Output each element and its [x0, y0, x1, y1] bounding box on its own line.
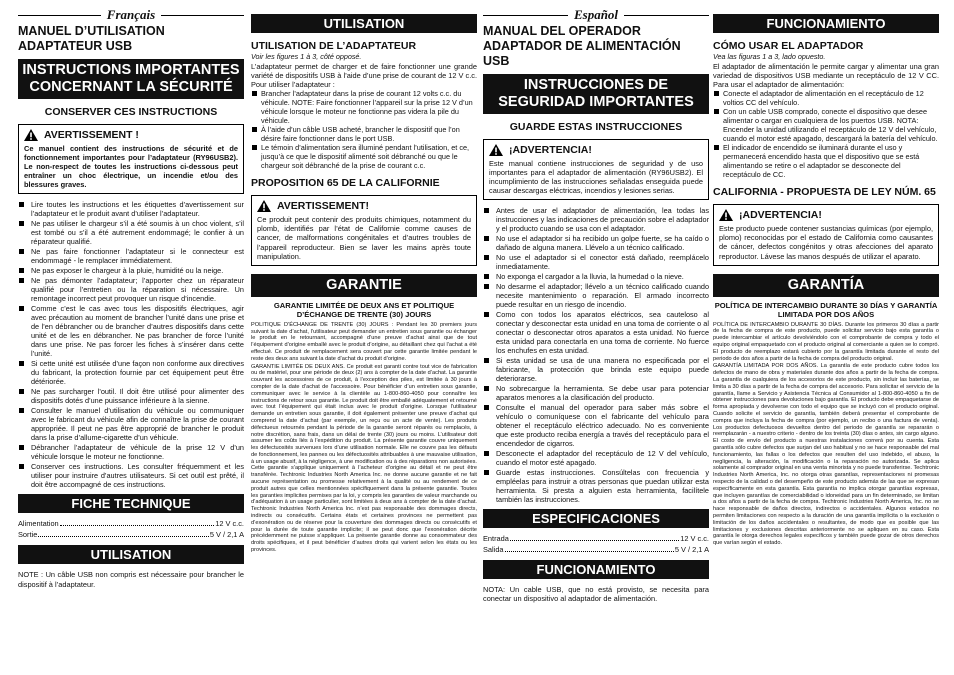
list-item: À l’aide d’un câble USB acheté, brancher le dispositif que l’on désire faire fonctionner dans le port USB.	[251, 125, 477, 143]
list-item: Si esta unidad se usa de una manera no especificada por el fabricante, la protección que brinda este equipo puede deteriorarse.	[483, 356, 709, 383]
list-item: No sobrecargue la herramienta. Se debe usar para potenciar aparatos menores a la clasificación del producto.	[483, 384, 709, 402]
es-prop65-warning-heading: ¡ADVERTENCIA!	[739, 209, 822, 222]
list-item: Le témoin d’alimentation sera illuminé pendant l’utilisation, et ce, jusqu’à ce que le dispositif alimenté soit débranché ou que le chargeur soit débranché de la prise de courant c.c.	[251, 143, 477, 170]
es-prop65-box	[713, 204, 939, 265]
fr-prop65-warning-heading: AVERTISSEMENT!	[277, 200, 369, 213]
fr-specs	[18, 519, 244, 540]
es-safety-list	[483, 206, 709, 504]
es-prop65-heading: CALIFORNIA - PROPUESTA DE LEY NÚM. 65	[713, 186, 936, 199]
es-language-label: Español	[573, 7, 619, 22]
warning-triangle-icon	[489, 144, 503, 156]
es-keep-instructions: GUARDE ESTAS INSTRUCCIONES	[509, 121, 683, 133]
fr-manual-title: MANUEL D’UTILISATION ADAPTATEUR USB	[18, 24, 165, 53]
fr-see-figures: Voir les figures 1 à 3, côté opposé.	[251, 52, 362, 61]
fr-use-band: UTILISATION	[18, 545, 244, 564]
list-item: Ne pas utiliser le chargeur s’il a été soumis à un choc violent, s’il est tombé ou s’il a été autrement endommagé; le confier à un réparateur qualifié.	[18, 219, 244, 246]
spec-label: Entrada	[483, 534, 509, 544]
list-item: Ne pas faire fonctionner l’adaptateur si le connecteur est endommagé - le remplacer immédiatement.	[18, 247, 244, 265]
fr-warranty-p2: GARANTIE LIMITÉE DE DEUX ANS. Ce produit est garanti contre tout vice de fabrication ou de matériel, pour une période de deux (2) ans à compter de la date d’achat. La garantie couvrant les accessoires de ce produit, à l’exception des piles, est limitée à 30 jours à compter de la date d’achat de l’accessoire. Pour bénéficier d’un entretien sous garantie, communiquer avec le service à la clientèle au 1-800-860-4050 pour connaître les instructions de retour sous garantie. Le produit doit être emballé adéquatement et retourné avec tout l’équipement qui était inclus avec le produit d’origine. Lorsque l’utilisateur demande un entretien sous garantie, il doit également présenter une preuve d’achat qui comprend la date d’achat (par exemple, un reçu ou un acte de vente). Les produits défectueux retournés pendant la période de la garantie seront réparés ou remplacés, à notre discrétion, sans frais, dans un délai de trente (30) jours ou moins. L’utilisateur doit assumer les coûts liés à l’expédition du produit. La présente garantie couvre uniquement les défectuosités survenues lors d’une utilisation normale. Elle ne couvre pas les défauts de fonctionnement, les pannes ou les défectuosités attribuables à une mauvaise utilisation, à un usage abusif, à la négligence, à une modification ou à des réparations non autorisées. Cette garantie s’applique uniquement à l’acheteur d’origine au détail et ne peut être transférée. Techtronic Industries North America Inc. ne donne aucune garantie et ne fait aucune représentation ou promesse relativement à la qualité ou au rendement de ce produit autres que celles mentionnées spécifiquement dans la présente garantie. Toutes les garanties implicites permises par la loi, y compris les garanties de valeur marchande ou d’adéquation à un usage particulier, sont limitées à deux ans à compter de la date d’achat. Techtronic Industries North America Inc. n’est pas responsable des dommages directs, indirects ou consécutifs. Certains états et certaines provinces ne permettent pas d’exonération ou de réserve pour la couverture des dommages directs ou consécutifs et pour la durée de toute garantie implicite; il se peut donc que l’exonération décrite précédemment ne puisse s’appliquer. La présente garantie donne au consommateur des droits spécifiques, et il peut bénéficier d’autres droits qui varient selon les états ou les provinces.	[251, 363, 477, 554]
es-warning-heading: ¡ADVERTENCIA!	[509, 144, 592, 156]
fr-use-steps	[251, 89, 477, 170]
list-item: Ne pas exposer le chargeur à la pluie, humidité ou la neige.	[18, 266, 244, 275]
list-item: Desconecte el adaptador del receptáculo de 12 V del vehículo, cuando el motor esté apagado.	[483, 449, 709, 467]
list-item: Consulter le manuel d’utilisation du véhicule ou communiquer avec le fabricant du véhicule afin de connaître la prise de courant appropriée. Il peut ne pas être approprié de brancher le produit dans la prise d’allume-cigarette d’un véhicule.	[18, 406, 244, 442]
list-item: Ne pas démonter l’adaptateur; l’apporter chez un réparateur qualifié pour l’entretien ou la réparation si nécessaire. Un remontage incorrect peut provoquer un risque d’incendie.	[18, 276, 244, 303]
fr-warranty-p1: POLITIQUE D’ÉCHANGE DE TRENTE (30) JOURS : Pendant les 30 premiers jours suivant la date d’achat, l’utilisateur peut demander un entretien sous garantie ou échanger le produit en le retournant, accompagné d’une preuve d’achat ainsi que de tout l’équipement d’origine emballé avec le produit d’origine, au détaillant chez qui l’achat a été effectué. Ce produit de remplacement sera couvert par cette garantie limitée pendant le reste des deux ans suivant la date d’achat du produit d’origine.	[251, 321, 477, 362]
fr-safety-band: INSTRUCTIONS IMPORTANTES CONCERNANT LA SÉCURITÉ	[18, 59, 244, 99]
fr-use-intro: L’adaptateur permet de charger et de faire fonctionner une grande variété de dispositifs USB à l’aide d’une prise de courant de 12 V c.c. Pour utiliser l’adaptateur :	[251, 62, 477, 90]
list-item: No exponga el cargador a la lluvia, la humedad o la nieve.	[483, 272, 709, 281]
list-item: Consulte el manual del operador para saber más sobre el vehículo o comuníquese con el fabricante del vehículo para obtener el receptáculo eléctrico adecuado. No es conveniente que este producto reciba energía a través del receptáculo para el encendedor de cigarros.	[483, 403, 709, 448]
list-item: Como con todos los aparatos eléctricos, sea cauteloso al conectar y desconectar esta unidad en una toma de corriente o al conectar o desconectar otros aparatos a esta unidad. No fuerce esta unidad para conectarla en una toma de corriente. No fuerce los enchufes en esta unidad.	[483, 310, 709, 355]
fr-safety-list	[18, 200, 244, 489]
es-warranty-band: GARANTÍA	[713, 274, 939, 297]
fr-language-header	[18, 8, 244, 22]
spec-value: 5 V / 2,1 A	[209, 530, 244, 540]
fr-use-adapter-heading: UTILISATION DE L’ADAPTATEUR	[251, 40, 417, 52]
list-item: Lire toutes les instructions et les étiquettes d’avertissement sur l’adaptateur et le produit avant d’utiliser l’adaptateur.	[18, 200, 244, 218]
list-item: Conecte el adaptador de alimentación en el receptáculo de 12 voltios CC del vehículo.	[713, 89, 939, 107]
es-specs	[483, 534, 709, 555]
list-item: No desarme el adaptador; llévelo a un técnico calificado cuando necesite mantenimiento o reparación. El armado incorrecto puede resultar en un riesgo de incendio.	[483, 282, 709, 309]
spec-value: 12 V c.c.	[215, 519, 244, 529]
list-item: Conserver ces instructions. Les consulter fréquemment et les utiliser pour instruire d’autres utilisateurs. Si cet outil est prêté, il doit être accompagné de ces instructions.	[18, 462, 244, 489]
list-item: No use el adaptador si ha recibido un golpe fuerte, se ha caído o dañado de alguna manera. Llévelo a un técnico calificado.	[483, 234, 709, 252]
es-column-use	[713, 8, 939, 547]
es-safety-band: INSTRUCCIONES DE SEGURIDAD IMPORTANTES	[483, 74, 709, 114]
es-specs-band: ESPECIFICACIONES	[483, 509, 709, 528]
fr-column-safety	[18, 8, 244, 589]
es-use-intro: El adaptador de alimentación le permite cargar y alimentar una gran variedad de dispositivos USB mediante un receptáculo de 12 V CC. Para usar el adaptador de alimentación:	[713, 62, 939, 90]
fr-column-use	[251, 8, 477, 554]
spec-value: 12 V c.c.	[680, 534, 709, 544]
fr-warranty-body	[251, 322, 477, 554]
fr-keep-instructions: CONSERVER CES INSTRUCTIONS	[44, 106, 218, 118]
fr-prop65-text: Ce produit peut contenir des produits chimiques, notamment du plomb, identifiés par l’état de Californie comme causes de cancer, de malformations congénitales et d’autres troubles de l’appareil reproducteur. Bien se laver les mains après toute manipulation.	[257, 215, 471, 261]
list-item: Brancher l’adaptateur dans la prise de courant 12 volts c.c. du véhicule. NOTE: Faire fonctionner l’appareil sur la prise 12 V d’un véhicule lorsque le moteur ne fonctionne pas videra la pile du véhicule.	[251, 89, 477, 125]
es-language-header	[483, 8, 709, 22]
fr-language-label: Français	[106, 7, 156, 22]
list-item: Antes de usar el adaptador de alimentación, lea todas las instrucciones y las indicaciones de precaución sobre el adaptador y el producto cuando se usa con el adaptador.	[483, 206, 709, 233]
fr-prop65-heading: PROPOSITION 65 DE LA CALIFORNIE	[251, 177, 440, 190]
warning-triangle-icon	[257, 200, 271, 212]
list-item: Guarde estas instrucciones. Consúltelas con frecuencia y empléelas para instruir a otras personas que puedan utilizar esta herramienta. Si presta a alguien esta herramienta, facilítele también las instrucciones.	[483, 468, 709, 504]
es-warranty-p1: POLÍTICA DE INTERCAMBIO DURANTE 30 DÍAS. Durante los primeros 30 días a partir de la fecha de compra de este producto, puede solicitar servicio bajo esta garantía o puede intercambiar el artículo devolviéndolo con el comprobante de compra y todo el equipo original empaquetado con el producto original al comerciante a quien se lo compró. El producto de reemplazo estará cubierto por la garantía limitada durante el resto del periodo de dos años a partir de la fecha de compra del producto original.	[713, 321, 939, 362]
fr-tech-band: FICHE TECHNIQUE	[18, 494, 244, 513]
es-warranty-body	[713, 322, 939, 547]
spec-value: 5 V / 2,1 A	[674, 545, 709, 555]
es-column-safety	[483, 8, 709, 604]
spec-label: Sortie	[18, 530, 38, 540]
es-warning-box	[483, 139, 709, 200]
list-item: Débrancher l’adaptateur de véhicule de la prise 12 V d’un véhicule lorsque le moteur ne fonctionne.	[18, 443, 244, 461]
es-warranty-p2: GARANTÍA LIMITADA POR DOS AÑOS. La garantía de este producto cubre todos los defectos de mano de obra y materiales durante dos años a partir de la fecha de compra. La garantía de cualquiera de los accesorios de este producto, sin incluir las baterías, se limita a 30 días a partir de la fecha de compra del accesorio. Para solicitar el servicio de la garantía, llame a Servicio y Asistencia Técnica al Consumidor al 1-800-860-4050 a fin de obtener instrucciones para devoluciones bajo garantía. El producto debe empaquetarse de forma apropiada y devolverse con todo el equipo que se incluyó con el producto original. Cuando solicite el servicio de garantía, también deberá presentar el comprobante de compra que incluya la fecha de compra (por ejemplo, un recibo o una factura de venta). Los productos defectuosos devueltos dentro del periodo de garantía se repararán o reemplazarán - a nuestro criterio - dentro de los treinta (30) días o antes, sin cargo alguno. El costo de envío del producto a nuestras instalaciones correrá por su cuenta. Esta garantía sólo cubre defectos que surjan del uso habitual y no se hace responsable del mal funcionamiento, las fallas o los defectos que resulten del uso indebido, el abuso, la negligencia, la alteración, la modificación o la reparación no autorizada. Se aplica solamente al comprador original en una venta minorista y no puede transferirse. Techtronic Industries North America, Inc. no otorga otras garantías, representaciones ni promesas respecto de la calidad o del desempeño de este producto además de las que se expresan específicamente en esta garantía. Esta garantía no implica otorgar garantías expresas, que incluyen garantías de comerciabilidad o idoneidad para un fin determinado, se limitan a dos años a partir de la fecha de compra. Techtronic Industries North America, Inc. no se hace responsable de daños directos, indirectos o accidentales. Algunos estados no permiten limitaciones con respecto a la duración de una garantía implícita o la exclusión o limitación de los daños accidentales o resultantes, de modo que es posible que las limitaciones y exclusiones descritas anteriormente no se apliquen en su caso. Esta garantía le otorga derechos legales específicos y también puede gozar de otros derechos que varían según el estado.	[713, 363, 939, 547]
spec-label: Salida	[483, 545, 504, 555]
list-item: Con un cable USB comprado, conecte el dispositivo que desee alimentar o cargar en cualquiera de los puertos USB. NOTA: Encender la unidad utilizando el receptáculo de 12 V del vehículo, cuando el motor esté apagado, descargará la batería del vehículo.	[713, 107, 939, 143]
list-item: El indicador de encendido se iluminará durante el uso y permanecerá encendido hasta que el dispositivo que se está alimentando se retire o el adaptador se desconecte del receptáculo de CC.	[713, 143, 939, 179]
fr-warranty-band: GARANTIE	[251, 274, 477, 297]
fr-warning-heading: AVERTISSEMENT !	[44, 129, 139, 141]
fr-use-note: NOTE : Un câble USB non compris est nécessaire pour brancher le dispositif à l’adaptateur.	[18, 570, 244, 589]
spec-label: Alimentation	[18, 519, 59, 529]
warning-triangle-icon	[719, 209, 733, 221]
es-use-note: NOTA: Un cable USB, que no está provisto, se necesita para conectar un dispositivo al adaptador de alimentación.	[483, 585, 709, 604]
fr-warranty-subtitle: GARANTIE LIMITÉE DE DEUX ANS ET POLITIQUE D’ÉCHANGE DE TRENTE (30) JOURS	[273, 300, 455, 319]
es-use-steps	[713, 89, 939, 179]
es-prop65-text: Este producto puede contener sustancias químicas (por ejemplo, plomo) reconocidas por el estado de California como causantes de cáncer, defectos congénitos y otras afecciones del aparato reproductor. Lávese las manos después de utilizar el aparato.	[719, 224, 933, 261]
fr-warning-box	[18, 124, 244, 194]
es-use-adapter-heading: CÓMO USAR EL ADAPTADOR	[713, 40, 864, 52]
es-operation-band: FUNCIONAMIENTO	[483, 560, 709, 579]
es-warning-text: Este manual contiene instrucciones de seguridad y de uso importantes para el adaptador de alimentación (RY96USB2). El incumplimiento de las instrucciones señaladas enseguida puede causar descargas eléctricas, incendios y lesiones serias.	[489, 159, 703, 196]
es-operation2-band: FUNCIONAMIENTO	[713, 14, 939, 33]
es-warranty-subtitle: POLÍTICA DE INTERCAMBIO DURANTE 30 DÍAS Y GARANTÍA LIMITADA POR DOS AÑOS	[714, 300, 938, 319]
es-manual-title: MANUAL DEL OPERADOR ADAPTADOR DE ALIMENTACIÓN USB	[483, 24, 681, 68]
warning-triangle-icon	[24, 129, 38, 141]
list-item: Si cette unité est utilisée d’une façon non conforme aux directives du fabricant, la protection fournie par cet équipement peut être détériorée.	[18, 359, 244, 386]
list-item: Comme c’est le cas avec tous les dispositifs électriques, agir avec précaution au moment de brancher l’unité dans une prise et de l’en débrancher ou de brancher d’autres dispositifs dans cette unité et de les en débrancher. Ne pas brancher de force l’unité dans une prise. Ne pas forcer les fiches à s’insérer dans cette l’unité.	[18, 304, 244, 358]
list-item: No use el adaptador si el conector está dañado, reemplácelo inmediatamente.	[483, 253, 709, 271]
fr-prop65-box	[251, 195, 477, 265]
list-item: Ne pas surcharger l’outil. Il doit être utilisé pour alimenter des dispositifs dotés d’une puissance inférieure à la sienne.	[18, 387, 244, 405]
fr-use2-band: UTILISATION	[251, 14, 477, 33]
es-see-figures: Vea las figuras 1 a 3, lado opuesto.	[713, 52, 826, 61]
fr-warning-text: Ce manuel contient des instructions de sécurité et de fonctionnement importantes pour l’adaptateur (RY96USB2). Le non-respect de toutes les instructions ci-dessous peut entraîner un choc électrique, un incendie et/ou des blessures graves.	[24, 144, 238, 190]
